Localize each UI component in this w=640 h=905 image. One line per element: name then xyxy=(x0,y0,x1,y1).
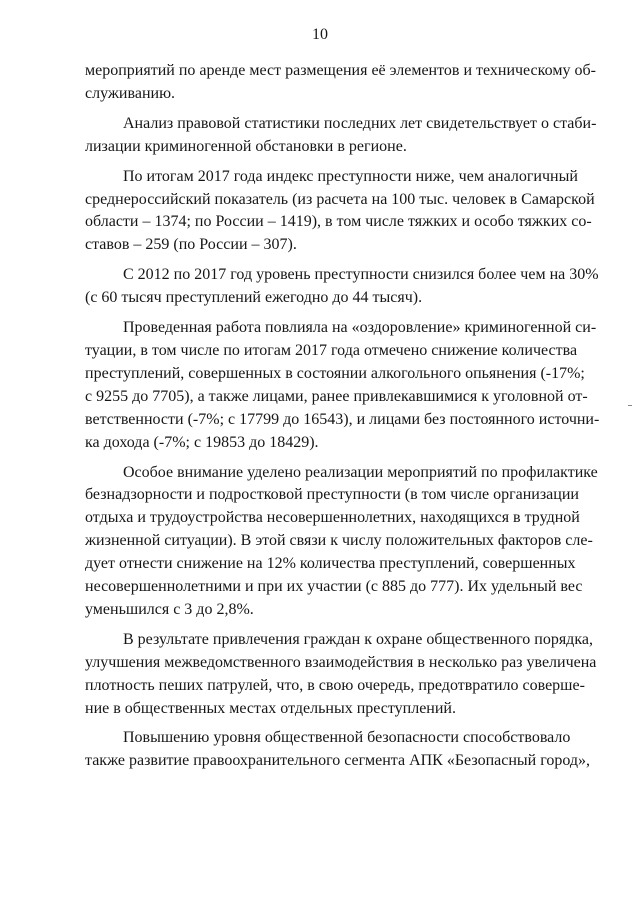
text-line: Особое внимание уделено реализации мероприятий по профилактике xyxy=(123,463,598,481)
text-line: ние в общественных местах отдельных преступлений. xyxy=(85,699,456,717)
text-line: дует отнести снижение на 12% количества преступлений, совершенных xyxy=(85,555,576,573)
text-line: улучшения межведомственного взаимодействия в несколько раз увеличена xyxy=(85,653,597,671)
paragraph xyxy=(85,113,597,159)
paragraph xyxy=(85,462,598,622)
margin-mark xyxy=(628,405,632,406)
text-line: также развитие правоохранительного сегмента АПК «Безопасный город», xyxy=(85,752,591,770)
text-line: (с 60 тысяч преступлений ежегодно до 44 тысяч). xyxy=(85,289,423,307)
text-line: среднероссийский показатель (из расчета на 100 тыс. человек в Самарской xyxy=(85,190,595,208)
text-line: В результате привлечения граждан к охране общественного порядка, xyxy=(123,630,593,648)
text-line: По итогам 2017 года индекс преступности ниже, чем аналогичный xyxy=(123,167,578,185)
text-line: лизации криминогенной обстановки в регионе. xyxy=(85,137,407,155)
text-line: мероприятий по аренде мест размещения её элементов и техническому об- xyxy=(85,62,596,79)
text-line: с 9255 до 7705), а также лицами, ранее привлекавшимися к уголовной от- xyxy=(85,387,588,405)
text-line: несовершеннолетними и при их участии (с 885 до 777). Их удельный вес xyxy=(85,578,583,596)
paragraph xyxy=(85,60,596,106)
text-line: отдыха и трудоустройства несовершеннолетних, находящихся в трудной xyxy=(85,509,580,527)
text-line: Проведенная работа повлияла на «оздоровление» криминогенной си- xyxy=(123,319,597,337)
page-number: 10 xyxy=(312,26,328,43)
text-line: области – 1374; по России – 1419), в том числе тяжких и особо тяжких со- xyxy=(85,213,592,231)
text-line: безнадзорности и подростковой преступности (в том числе организации xyxy=(85,486,579,504)
paragraph xyxy=(85,727,591,773)
text-line: жизненной ситуации). В этой связи к числу положительных факторов сле- xyxy=(85,532,593,550)
paragraph xyxy=(85,629,597,721)
text-line: Анализ правовой статистики последних лет свидетельствует о стаби- xyxy=(123,114,597,132)
text-line: уменьшился с 3 до 2,8%. xyxy=(85,600,254,618)
paragraph xyxy=(85,166,595,258)
text-line: плотность пеших патрулей, что, в свою очередь, предотвратило соверше- xyxy=(85,676,585,694)
text-line: служиванию. xyxy=(85,84,176,102)
text-line: С 2012 по 2017 год уровень преступности снизился более чем на 30% xyxy=(123,266,599,284)
paragraph xyxy=(85,264,599,310)
text-line: туации, в том числе по итогам 2017 года отмечено снижение количества xyxy=(85,341,578,359)
text-line: ветственности (-7%; с 17799 до 16543), и лицами без постоянного источни- xyxy=(85,410,600,428)
document-body xyxy=(85,60,600,780)
text-line: ставов – 259 (по России – 307). xyxy=(85,236,297,254)
text-line: ка дохода (-7%; с 19853 до 18429). xyxy=(85,433,319,451)
text-line: Повышению уровня общественной безопасности способствовало xyxy=(123,729,571,747)
paragraph xyxy=(85,317,600,454)
text-line: преступлений, совершенных в состоянии алкогольного опьянения (-17%; xyxy=(85,364,585,382)
